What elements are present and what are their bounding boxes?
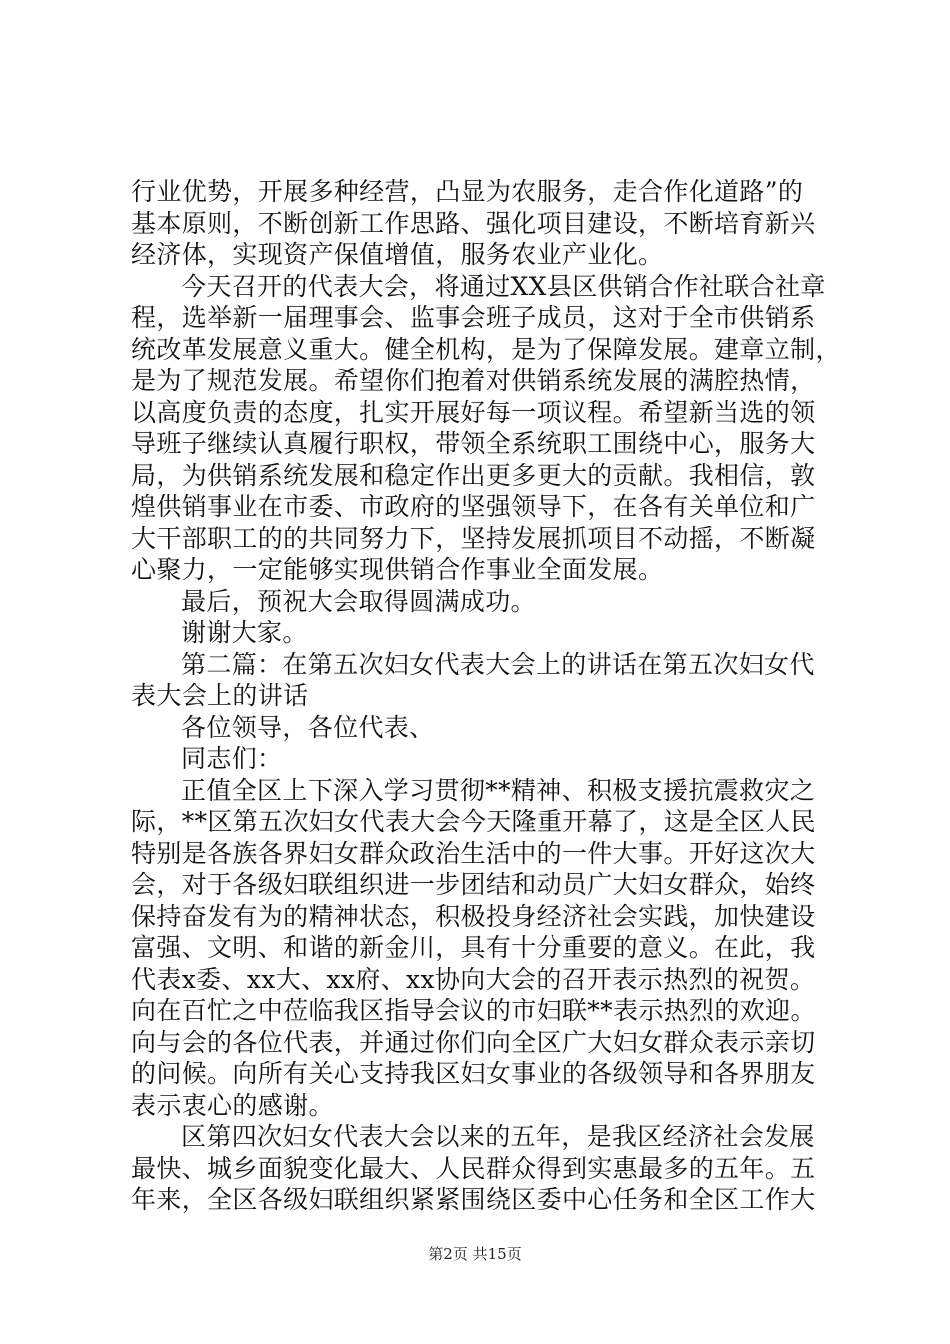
text-line: 谢谢大家。	[181, 618, 308, 647]
text-line: 大干部职工的的共同努力下，坚持发展抓项目不动摇，不断凝	[131, 523, 816, 553]
text-line: 统改革发展意义重大。健全机构，是为了保障发展。建章立制，	[131, 334, 841, 364]
text-line: 导班子继续认真履行职权，带领全系统职工围绕中心，服务大	[131, 429, 816, 458]
text-line: 年来，全区各级妇联组织紧紧围绕区委中心任务和全区工作大	[131, 1185, 816, 1214]
text-line: 正值全区上下深入学习贯彻**精神、积极支援抗震救灾之	[181, 775, 816, 805]
paragraph-closing-wish	[131, 586, 831, 618]
text-line: 向与会的各位代表，并通过你们向全区广大妇女群众表示亲切	[131, 1027, 816, 1057]
text-line: 最快、城乡面貌变化最大、人民群众得到实惠最多的五年。五	[131, 1153, 816, 1183]
text-line: 表大会上的讲话	[131, 681, 309, 710]
text-line: 行业优势，开展多种经营，凸显为农服务，走合作化道路”的	[131, 177, 804, 206]
page-footer	[0, 1244, 950, 1264]
text-line: 经济体，实现资产保值增值，服务农业产业化。	[131, 240, 664, 269]
text-line: 保持奋发有为的精神状态，积极投身经济社会实践，加快建设	[131, 901, 816, 931]
text-line: 同志们：	[181, 744, 283, 773]
text-line: 各位领导，各位代表、	[181, 712, 435, 742]
text-line: 煌供销事业在市委、市政府的坚强领导下，在各有关单位和广	[131, 492, 816, 521]
salutation	[131, 712, 831, 744]
text-line: 特别是各族各界妇女群众政治生活中的一件大事。开好这次大	[131, 838, 816, 868]
text-line: 心聚力，一定能够实现供销合作事业全面发展。	[131, 555, 664, 584]
text-line: 的问候。向所有关心支持我区妇女事业的各级领导和各界朋友	[131, 1059, 816, 1088]
text-line: 会，对于各级妇联组织进一步团结和动员广大妇女群众，始终	[131, 870, 816, 899]
text-line: 代表x委、xx大、xx府、xx协向大会的召开表示热烈的祝贺。	[131, 964, 816, 994]
text-line: 程，选举新一届理事会、监事会班子成员，这对于全市供销系	[131, 303, 816, 332]
text-line: 是为了规范发展。希望你们抱着对供销系统发展的满腔热情，	[131, 366, 816, 395]
text-line: 富强、文明、和谐的新金川，具有十分重要的意义。在此，我	[131, 933, 816, 962]
text-line: 以高度负责的态度，扎实开展好每一项议程。希望新当选的领	[131, 397, 816, 427]
paragraph-opening-remarks	[131, 775, 831, 1122]
page-number: 第2页 共15页	[428, 1245, 522, 1263]
salutation-comrades	[131, 743, 831, 775]
document-body	[131, 176, 841, 1216]
text-line: 第二篇：在第五次妇女代表大会上的讲话在第五次妇女代	[181, 649, 815, 679]
text-line: 际，**区第五次妇女代表大会今天隆重开幕了，这是全区人民	[131, 807, 816, 836]
paragraph-cooperation-principles	[131, 176, 831, 271]
text-line: 区第四次妇女代表大会以来的五年，是我区经济社会发展	[181, 1122, 815, 1151]
text-line: 表示衷心的感谢。	[131, 1090, 334, 1120]
text-line: 今天召开的代表大会，将通过XX县区供销合作社联合社章	[181, 271, 826, 301]
paragraph-five-year-review	[131, 1121, 831, 1216]
paragraph-thanks	[131, 617, 831, 649]
text-line: 局，为供销系统发展和稳定作出更多更大的贡献。我相信，敦	[131, 460, 816, 490]
section-heading	[131, 649, 831, 712]
paragraph-congress-purpose	[131, 271, 841, 586]
text-line: 最后，预祝大会取得圆满成功。	[181, 586, 536, 616]
text-line: 向在百忙之中莅临我区指导会议的市妇联**表示热烈的欢迎。	[131, 996, 816, 1025]
text-line: 基本原则，不断创新工作思路、强化项目建设，不断培育新兴	[131, 208, 816, 238]
